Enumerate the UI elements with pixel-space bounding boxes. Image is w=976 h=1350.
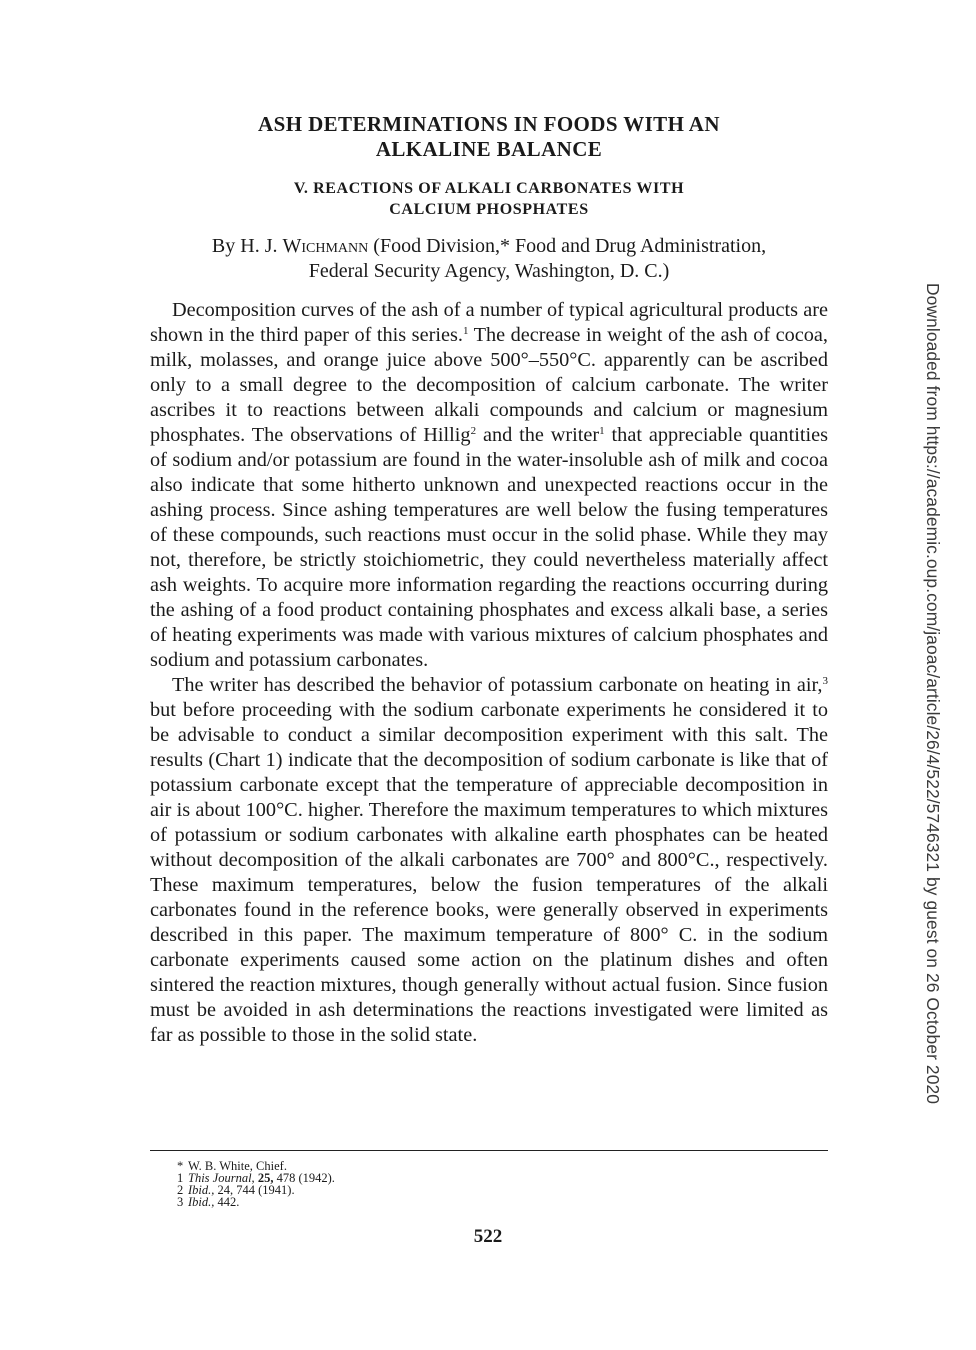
author-name: Wichmann: [282, 235, 369, 257]
footnote-ref: 2: [470, 425, 477, 437]
page-number: 522: [473, 1226, 503, 1247]
article-page: [150, 112, 828, 1048]
author-affiliation: (Food Division,* Food and Drug Administration,: [368, 235, 767, 257]
paragraph-2-text-a: The writer has described the behavior of potassium carbonate on heating in air,: [172, 674, 823, 696]
footnote-divider: [150, 1150, 828, 1151]
title-line-2: ALKALINE BALANCE: [375, 137, 603, 161]
footnote-ref: 3: [822, 675, 828, 687]
subtitle-line-1: V. REACTIONS OF ALKALI CARBONATES WITH: [293, 180, 685, 197]
footnotes: [177, 1160, 335, 1208]
author-byline: [150, 234, 828, 284]
byline-prefix: By H. J.: [211, 235, 283, 257]
footnote-text: 24, 744 (1941).: [214, 1183, 295, 1197]
article-subtitle: [150, 178, 828, 220]
footnote-italic: Ibid.,: [188, 1183, 215, 1197]
footnote-italic: Ibid.,: [188, 1195, 215, 1209]
footnote-ref: 1: [462, 325, 469, 337]
title-line-1: ASH DETERMINATIONS IN FOODS WITH AN: [258, 112, 720, 136]
footnote-ref: 1: [599, 425, 605, 437]
footnote-mark: *: [177, 1159, 184, 1173]
footnote-mark: 2: [177, 1183, 184, 1197]
paragraph-2: [150, 673, 828, 1048]
footnote-text: W. B. White, Chief.: [188, 1159, 287, 1173]
author-affiliation-line-2: Federal Security Agency, Washington, D. C.): [308, 260, 670, 282]
footnote-bold: 25,: [257, 1171, 274, 1185]
footnote-rest: 478 (1942).: [273, 1171, 335, 1185]
footnote-mark: 3: [177, 1195, 184, 1209]
footnote-mark: 1: [177, 1171, 184, 1185]
paragraph-1-text-a: Decomposition curves of the ash of a number of typical agricultural products are shown in the third paper of this series.: [150, 299, 828, 346]
paragraph-2-text-b: but before proceeding with the sodium carbonate experiments he considered it to be advisable to conduct a similar decomposition experiment with this salt. The results (Chart 1) indicate that the decomposition of sodium carbonate is like that of potassium carbonate except that the temperature of appreciable decomposition in air is about 100°C. higher. Therefore the maximum temperatures to which mixtures of potassium or sodium carbonates with alkaline earth phosphates can be heated without decomposition of the alkali carbonates are 700° and 800°C., respectively. These maximum temperatures, below the fusion temperatures of the alkali carbonates found in the reference books, were generally observed in experiments described in this paper. The maximum temperature of 800° C. in the sodium carbonate experiments caused some action on the platinum dishes and often sintered the reaction mixtures, though generally without actual fusion. Since fusion must be avoided in ash determinations the reactions investigated were limited as far as possible to those in the solid state.: [150, 699, 828, 1046]
paragraph-1-text-b: The decrease in weight of the ash of cocoa, milk, molasses, and orange juice above 500°–550°C. apparently can be ascribed only to a small degree to the decomposition of calcium carbonate. The writer ascribes it to reactions between alkali compounds and calcium or magnesium phosphates. The observations of Hillig: [150, 324, 828, 446]
footnote-item: [177, 1196, 335, 1208]
footnote-text: 442.: [214, 1195, 240, 1209]
article-body: [150, 298, 828, 1048]
paragraph-1: [150, 298, 828, 673]
footnote-italic: This Journal,: [188, 1171, 255, 1185]
watermark-text: Downloaded from https://academic.oup.com/jaoac/article/26/4/522/5746321 by guest on 26 October 2020: [923, 283, 943, 1105]
paragraph-1-text-c: and the writer: [476, 424, 600, 446]
subtitle-line-2: CALCIUM PHOSPHATES: [389, 201, 589, 218]
paragraph-1-text-d: that appreciable quantities of sodium and/or potassium are found in the water-insoluble ash of milk and cocoa also indicate that some hitherto unknown and unexpected reactions occur in the ashing process. Since ashing temperatures are well below the fusing temperatures of these compounds, such reactions must occur in the solid phase. While they may not, therefore, be strictly stoichiometric, they could nevertheless materially affect ash weights. To acquire more information regarding the reactions occurring during the ashing of a food product containing phosphates and excess alkali base, a series of heating experiments was made with various mixtures of calcium phosphates and sodium and potassium carbonates.: [150, 424, 828, 671]
article-title: [150, 112, 828, 162]
